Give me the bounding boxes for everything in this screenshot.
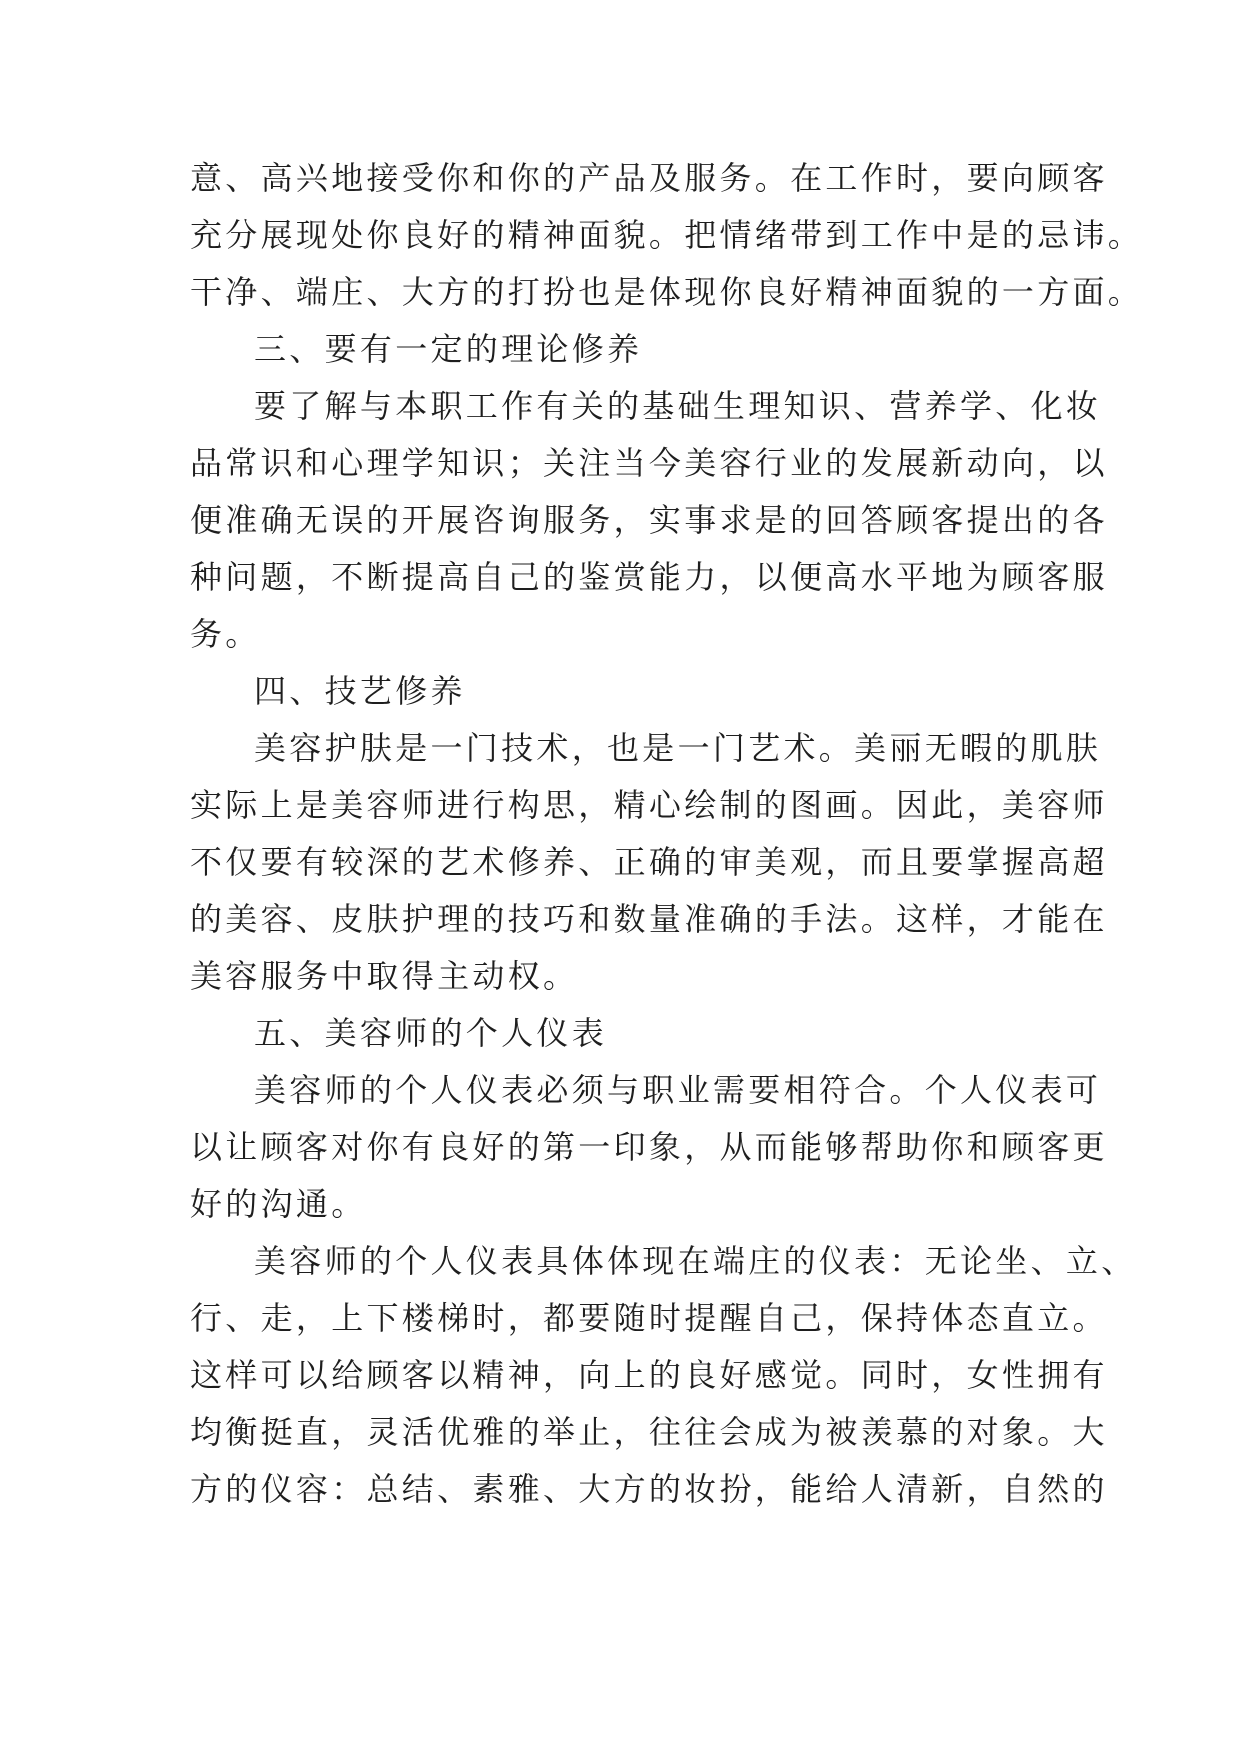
text-line-11: 美容护肤是一门技术，也是一门艺术。美丽无暇的肌肤 [254, 729, 1102, 767]
text-line-12: 实际上是美容师进行构思，精心绘制的图画。因此，美容师 [190, 786, 1108, 824]
text-line-21: 行、走，上下楼梯时，都要随时提醒自己，保持体态直立。 [190, 1299, 1108, 1337]
text-line-8: 种问题，不断提高自己的鉴赏能力，以便高水平地为顾客服 [190, 558, 1108, 596]
section-heading-3: 三、要有一定的理论修养 [254, 330, 643, 368]
text-line-1: 意、高兴地接受你和你的产品及服务。在工作时，要向顾客 [190, 159, 1108, 197]
text-line-2: 充分展现处你良好的精神面貌。把情绪带到工作中是的忌讳。 [190, 216, 1144, 254]
section-heading-4: 四、技艺修养 [254, 672, 466, 710]
text-line-23: 均衡挺直，灵活优雅的举止，往往会成为被羡慕的对象。大 [190, 1413, 1108, 1451]
text-line-22: 这样可以给顾客以精神，向上的良好感觉。同时，女性拥有 [190, 1356, 1108, 1394]
text-line-15: 美容服务中取得主动权。 [190, 957, 579, 995]
text-line-6: 品常识和心理学知识；关注当今美容行业的发展新动向，以 [190, 444, 1108, 482]
text-line-5: 要了解与本职工作有关的基础生理知识、营养学、化妆 [254, 387, 1102, 425]
text-line-3: 干净、端庄、大方的打扮也是体现你良好精神面貌的一方面。 [190, 273, 1144, 311]
section-heading-5: 五、美容师的个人仪表 [254, 1014, 608, 1052]
text-line-14: 的美容、皮肤护理的技巧和数量准确的手法。这样，才能在 [190, 900, 1108, 938]
text-line-24: 方的仪容：总结、素雅、大方的妆扮，能给人清新，自然的 [190, 1470, 1108, 1508]
text-line-9: 务。 [190, 615, 261, 653]
text-line-17: 美容师的个人仪表必须与职业需要相符合。个人仪表可 [254, 1071, 1102, 1109]
text-line-7: 便准确无误的开展咨询服务，实事求是的回答顾客提出的各 [190, 501, 1108, 539]
text-line-18: 以让顾客对你有良好的第一印象，从而能够帮助你和顾客更 [190, 1128, 1108, 1166]
text-line-20: 美容师的个人仪表具体体现在端庄的仪表：无论坐、立、 [254, 1242, 1137, 1280]
text-line-13: 不仅要有较深的艺术修养、正确的审美观，而且要掌握高超 [190, 843, 1108, 881]
text-line-19: 好的沟通。 [190, 1185, 367, 1223]
